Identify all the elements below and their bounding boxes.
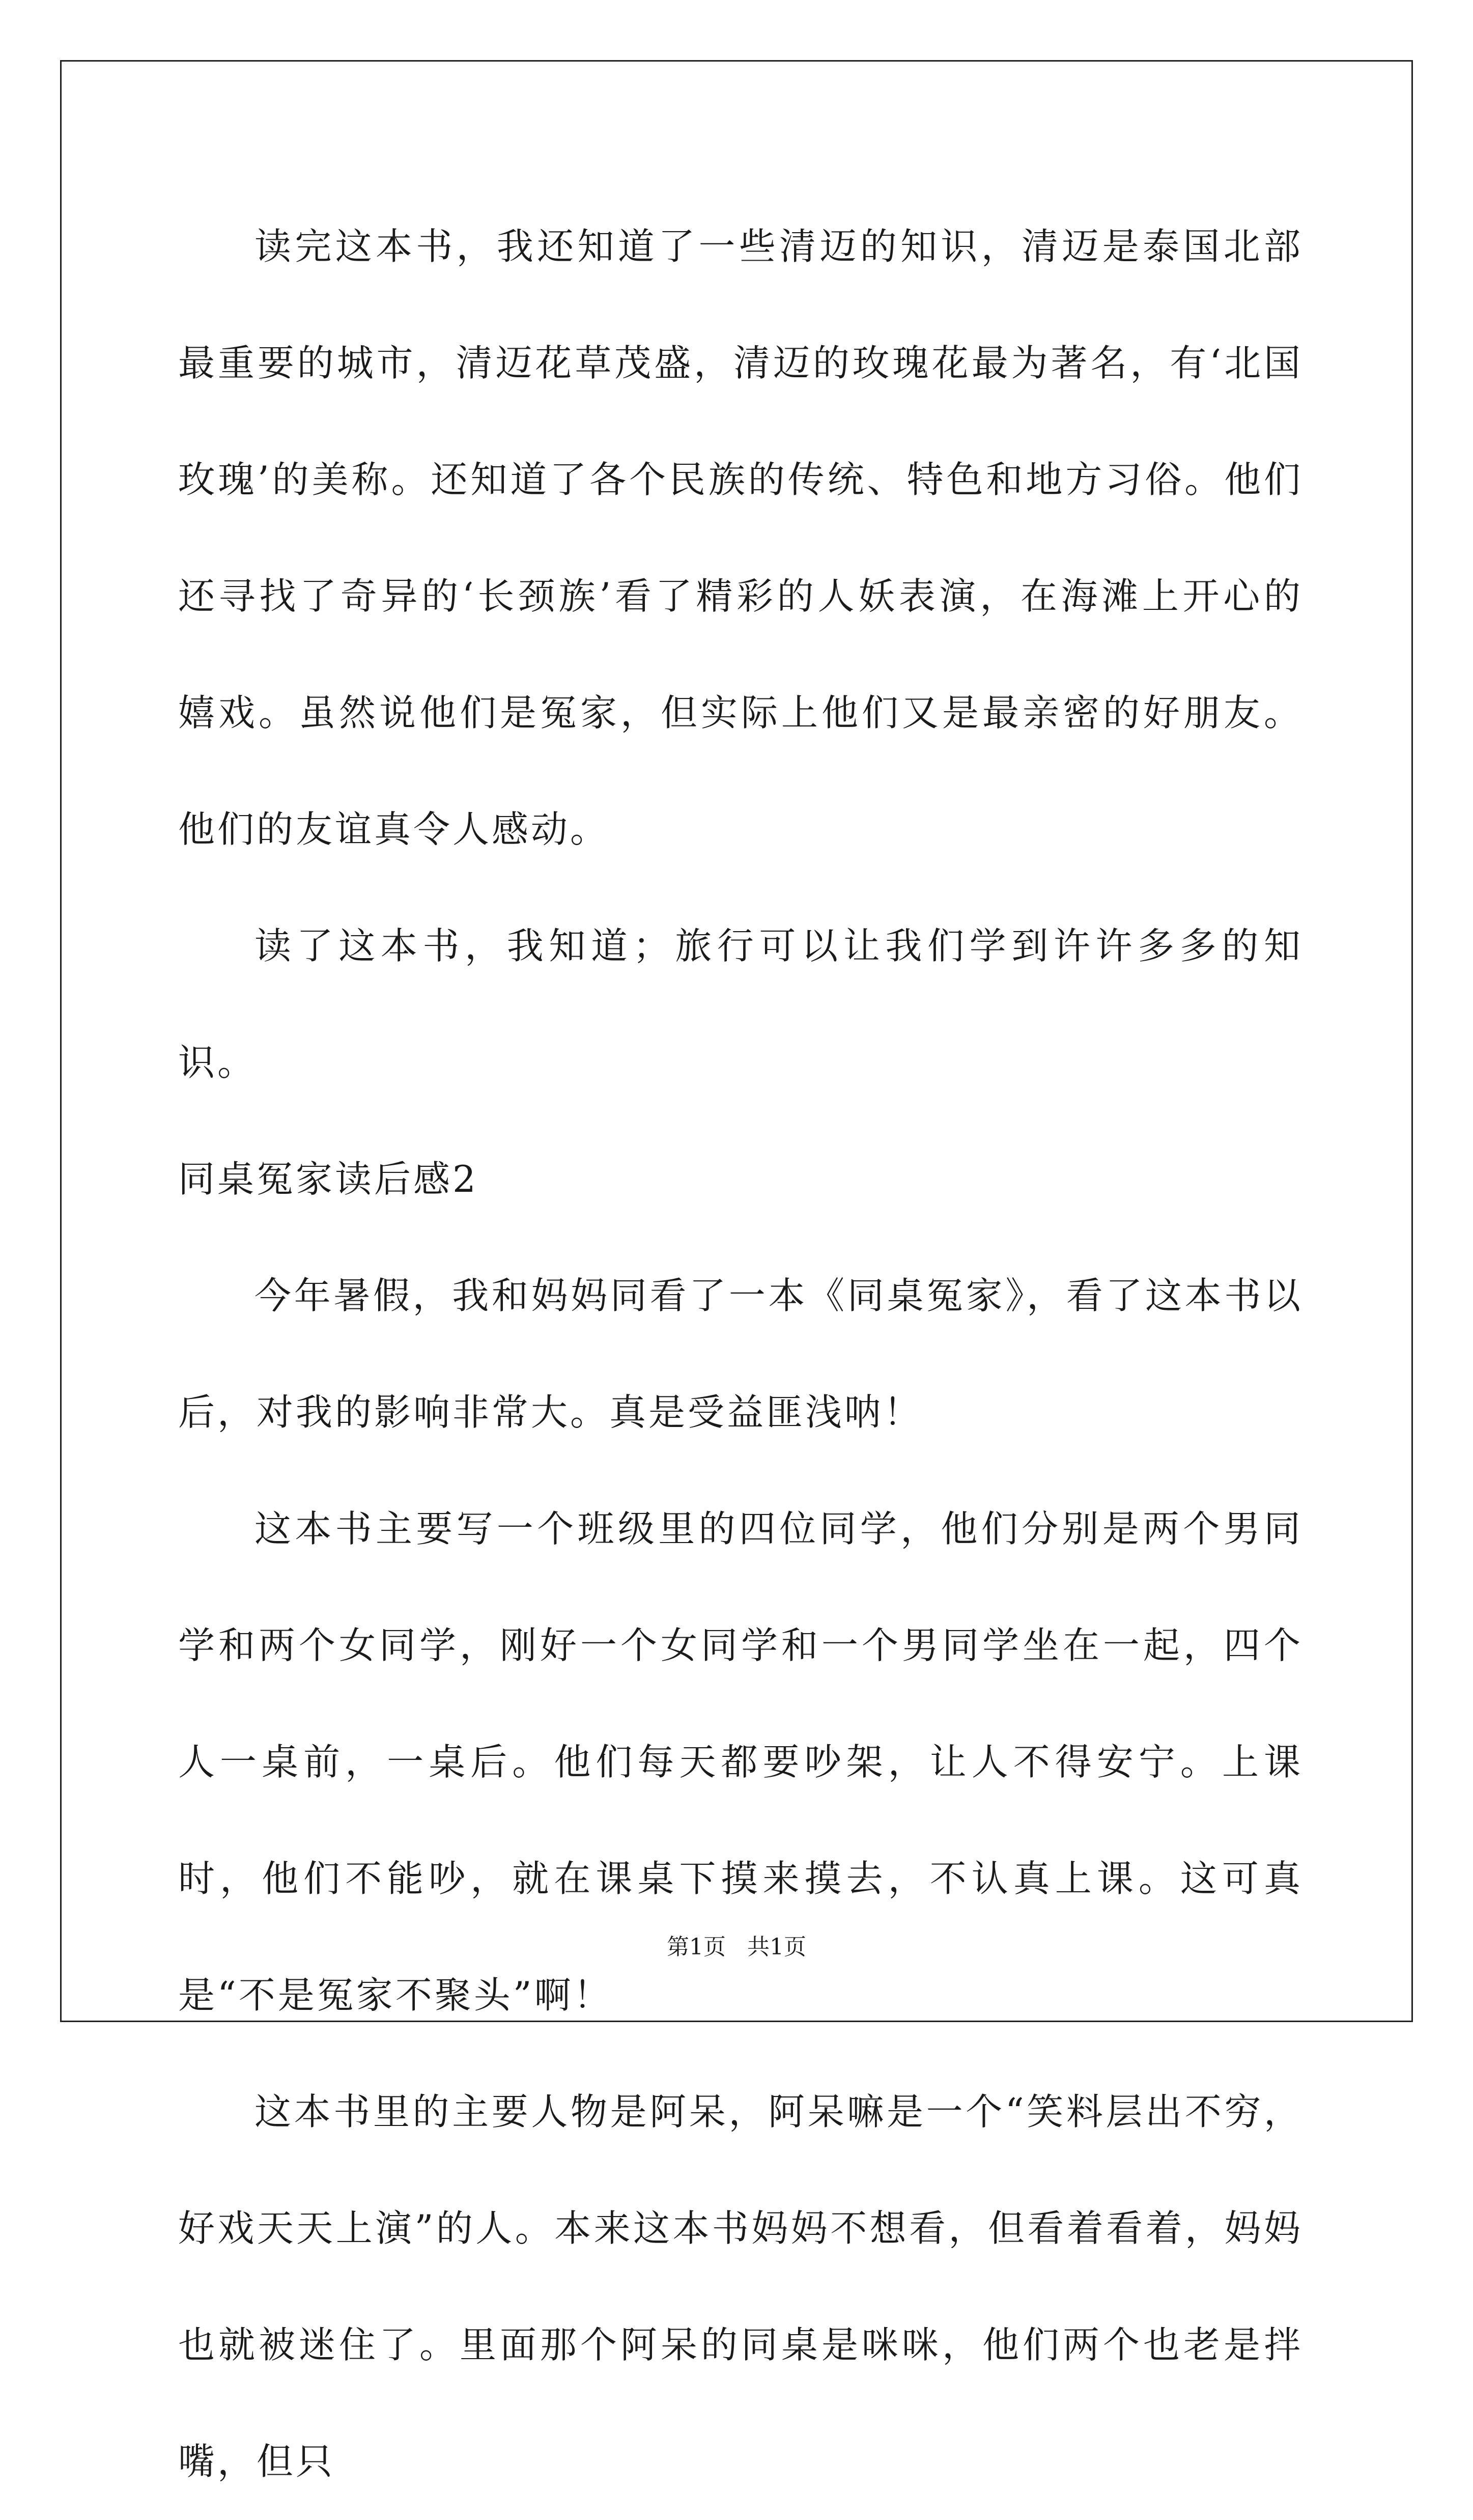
paragraph-travel: 读了这本书，我知道；旅行可以让我们学到许许多多的知识。 (178, 925, 1303, 1084)
paragraph-classmates: 这本书主要写一个班级里的四位同学，他们分别是两个男同学和两个女同学，刚好一个女同学和一个男同学坐在一起，四个人一桌前，一桌后。他们每天都要吵架，让人不得安宁。上课时，他们不能吵，就在课桌下摸来摸去，不认真上课。这可真是“不是冤家不聚头”啊！ (178, 1507, 1303, 2017)
paragraph-adai: 这本书里的主要人物是阿呆，阿呆嘛是一个“笑料层出不穷，好戏天天上演”的人。本来这本书妈妈不想看，但看着看着，妈妈也就被迷住了。里面那个阿呆的同桌是咪咪，他们两个也老是拌嘴，但只 (178, 2090, 1303, 2483)
page-footer (0, 1932, 1473, 1963)
paragraph-qingmai: 读完这本书，我还知道了一些清迈的知识，清迈是泰国北部最重要的城市，清迈花草茂盛，清迈的玫瑰花最为著名，有‘北国玫瑰’的美称。还知道了各个民族的传统、特色和地方习俗。他们还寻找了奇异的‘长颈族’看了精彩的人妖表演，在海滩上开心的嬉戏。虽然说他们是冤家，但实际上他们又是最亲密的好朋友。他们的友谊真令人感动。 (178, 225, 1303, 851)
document-body (178, 188, 1303, 2520)
section-heading: 同桌冤家读后感2 (178, 1158, 478, 1200)
page-current: 第1页 (667, 1934, 726, 1960)
paragraph-summer: 今年暑假，我和妈妈同看了一本《同桌冤家》，看了这本书以后，对我的影响非常大。真是受益匪浅呐！ (178, 1274, 1303, 1434)
page-total: 共1页 (747, 1934, 806, 1960)
